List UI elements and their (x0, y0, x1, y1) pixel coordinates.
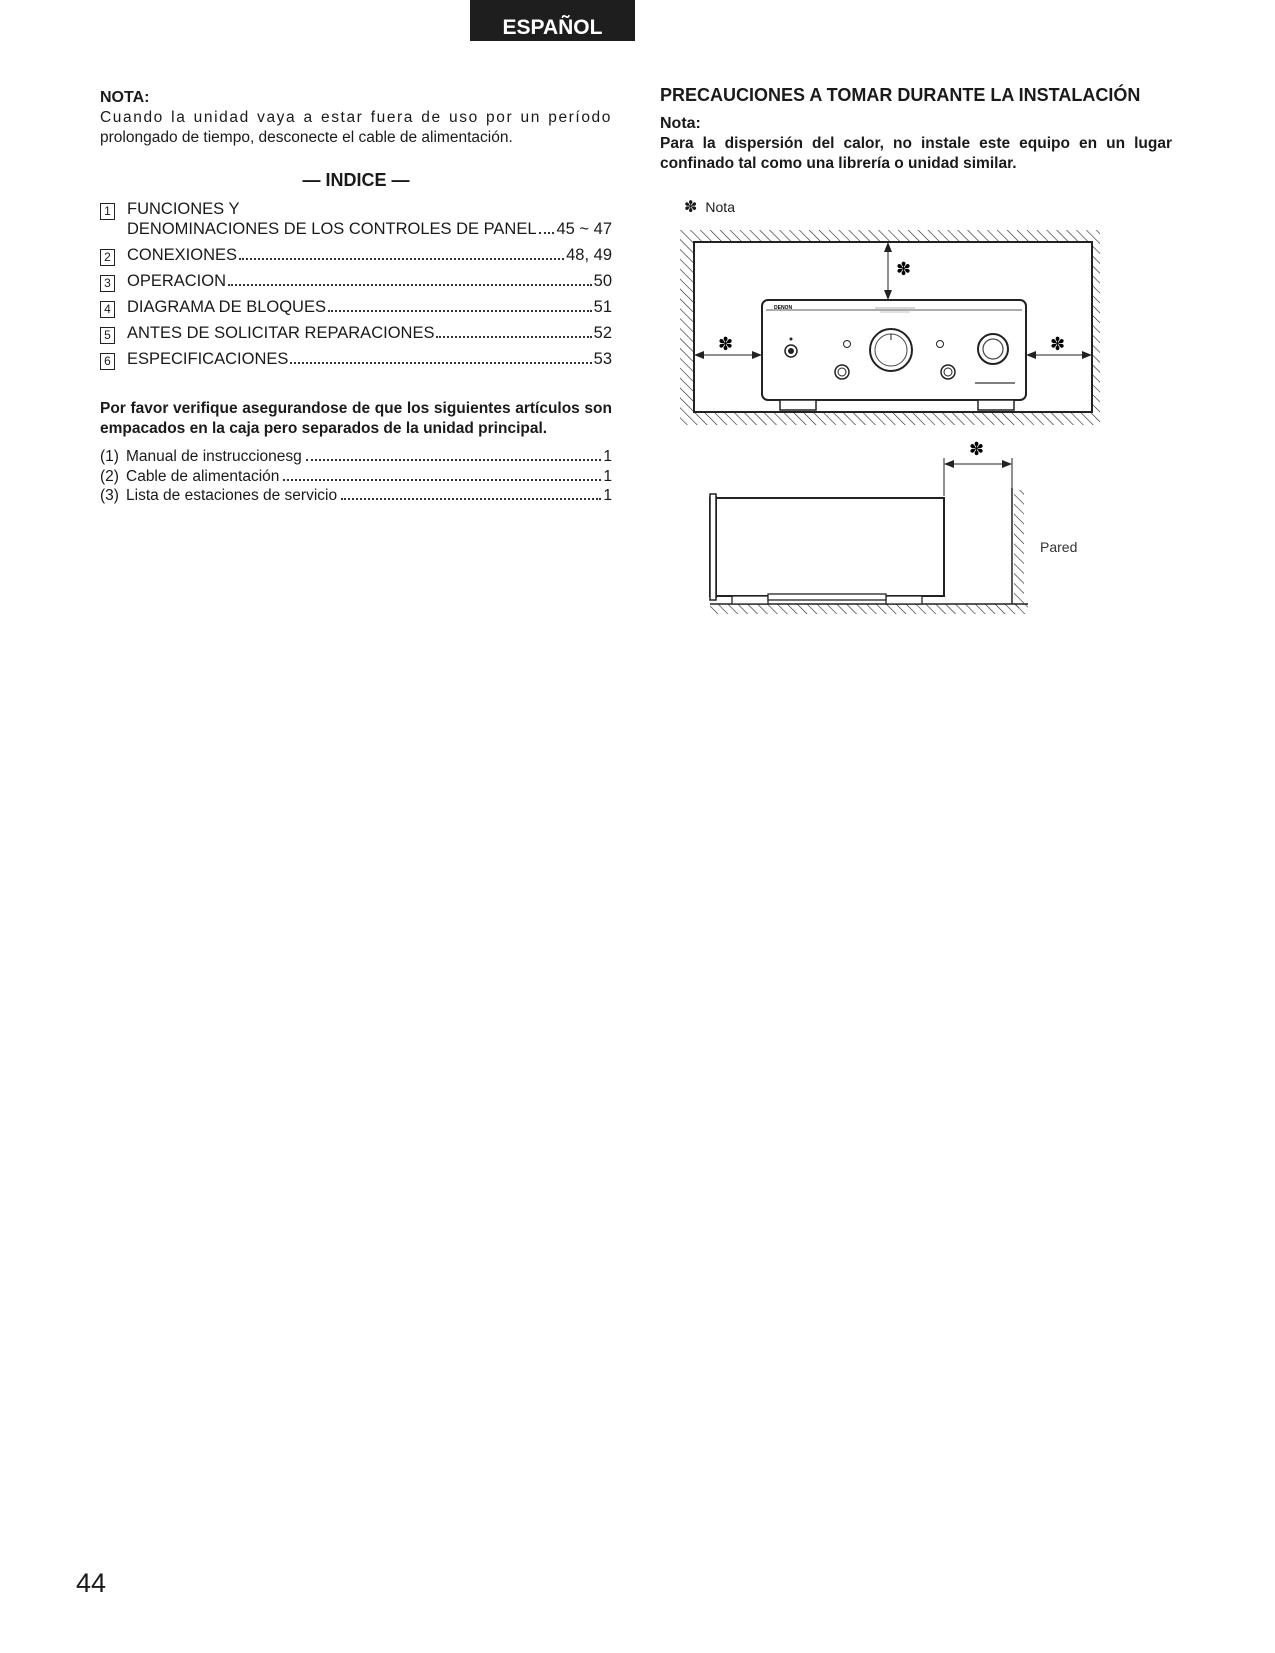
page-number: 44 (76, 1568, 107, 1598)
toc-label: OPERACION (127, 272, 227, 290)
left-column (100, 88, 612, 506)
item-label: Cable de alimentación (126, 467, 280, 485)
toc-page: 50 (593, 272, 612, 290)
nota-text-line-1: Cuando la unidad vaya a estar fuera de uso por un período (100, 109, 612, 126)
precautions-nota-heading: Nota: (660, 115, 701, 132)
list-item (100, 467, 612, 487)
toc-number-box: 5 (100, 327, 115, 344)
precautions-title: PRECAUCIONES A TOMAR DURANTE LA INSTALACIÓN (660, 85, 1141, 105)
list-item (100, 447, 612, 467)
toc-page: 53 (593, 350, 612, 368)
legend-label: Nota (705, 199, 735, 215)
item-qty: 1 (603, 487, 612, 504)
toc-label: ESPECIFICACIONES (127, 350, 289, 368)
toc-item-5[interactable] (100, 323, 612, 343)
toc-label-line-2: DENOMINACIONES DE LOS CONTROLES DE PANEL (127, 220, 537, 238)
toc-label-line-1: FUNCIONES Y (127, 200, 240, 218)
toc-number-box: 4 (100, 301, 115, 318)
toc-item-6[interactable] (100, 349, 612, 369)
clearance-mark-side: ✽ (969, 439, 985, 460)
nota-text-line-2: prolongado de tiempo, desconecte el cable de alimentación. (100, 129, 513, 146)
toc-leader-dots (436, 336, 591, 338)
toc-number-box: 2 (100, 249, 115, 266)
table-of-contents (100, 199, 612, 369)
clearance-mark-top: ✽ (896, 259, 912, 280)
clearance-mark-left: ✽ (718, 334, 734, 355)
nota-heading: NOTA: (100, 89, 150, 106)
toc-label: CONEXIONES (127, 246, 238, 264)
item-leader-dots (283, 479, 601, 481)
item-number: (3) (100, 487, 119, 504)
index-title: — INDICE — (302, 170, 410, 190)
item-label: Lista de estaciones de servicio (126, 487, 338, 504)
item-qty: 1 (603, 467, 612, 485)
toc-item-2[interactable] (100, 245, 612, 265)
toc-number-box: 3 (100, 275, 115, 292)
diagram-legend (684, 197, 735, 217)
installation-clearance-diagram (680, 230, 1150, 650)
toc-page: 52 (593, 324, 612, 342)
asterisk-icon: ✽ (684, 199, 698, 216)
toc-page: 51 (593, 298, 612, 316)
toc-item-3[interactable] (100, 271, 612, 291)
precautions-nota-text: Para la dispersión del calor, no instale este equipo en un lugar confinado tal como una librería o unidad similar. (660, 135, 1172, 172)
package-items-list (100, 447, 612, 506)
amplifier-front-view (762, 300, 1026, 410)
nota-text (100, 108, 612, 148)
toc-label: DIAGRAMA DE BLOQUES (127, 298, 326, 316)
item-number: (1) (100, 448, 119, 465)
item-qty: 1 (603, 448, 612, 465)
toc-leader-dots (539, 232, 555, 234)
toc-number-box: 6 (100, 353, 115, 370)
item-number: (2) (100, 467, 119, 485)
toc-number-box: 1 (100, 203, 115, 220)
toc-item-1[interactable] (100, 199, 612, 239)
brand-label: DENON (774, 305, 793, 311)
toc-page: 45 ~ 47 (556, 220, 612, 238)
toc-item-4[interactable] (100, 297, 612, 317)
item-label: Manual de instruccionesg (126, 448, 302, 465)
list-item (100, 486, 612, 506)
toc-leader-dots (290, 362, 591, 364)
toc-leader-dots (228, 284, 592, 286)
item-leader-dots (341, 498, 601, 500)
item-leader-dots (306, 459, 602, 461)
toc-leader-dots (239, 258, 564, 260)
side-view (710, 439, 1077, 614)
clearance-mark-right: ✽ (1050, 334, 1066, 355)
toc-label: ANTES DE SOLICITAR REPARACIONES (127, 324, 435, 342)
wall-label: Pared (1040, 539, 1078, 555)
toc-page: 48, 49 (566, 246, 612, 264)
toc-leader-dots (328, 310, 592, 312)
verify-contents-text: Por favor verifique asegurandose de que los siguientes artículos son empacados en la caja pero separados de la unidad principal. (100, 400, 612, 437)
language-tab-label: ESPAÑOL (502, 16, 603, 39)
right-column (660, 84, 1172, 174)
language-tab (470, 0, 635, 41)
